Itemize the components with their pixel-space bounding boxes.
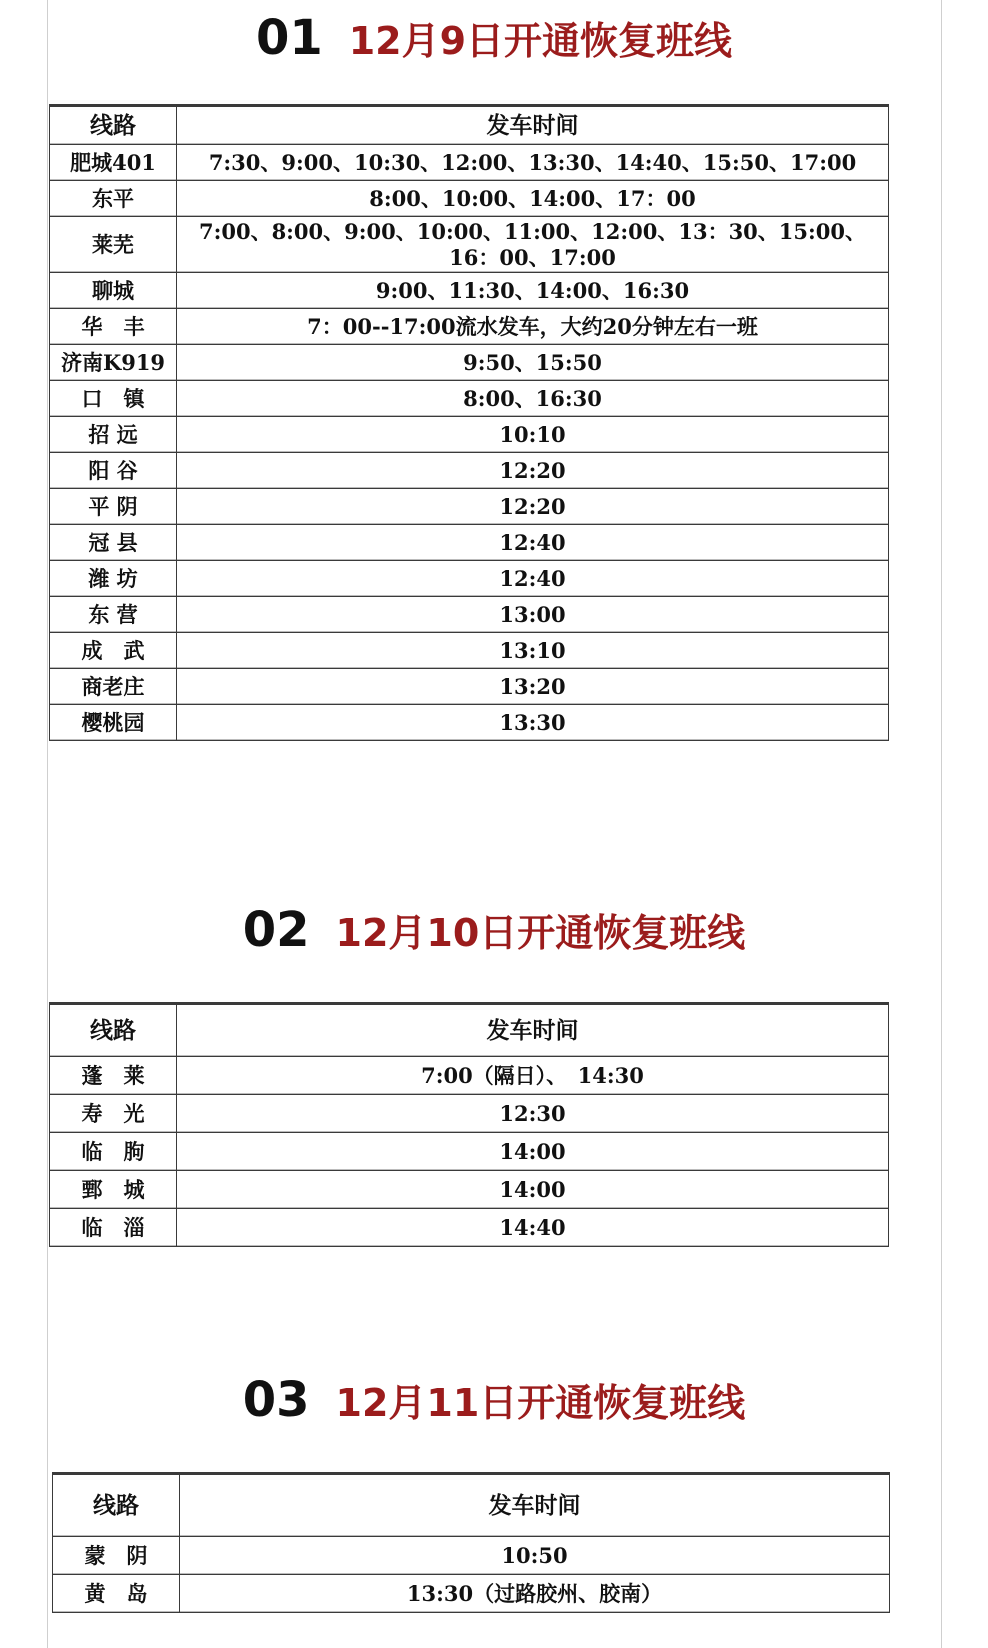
route-cell: 东平 — [50, 181, 177, 217]
section-heading: 12月11日开通恢复班线 — [335, 1381, 746, 1425]
time-cell: 7:00（隔日）、 14:30 — [177, 1057, 889, 1095]
time-cell: 7:30、9:00、10:30、12:00、13:30、14:40、15:50、17:00 — [177, 145, 889, 181]
time-cell: 8:00、16:30 — [177, 381, 889, 417]
header-time: 发车时间 — [177, 107, 889, 145]
route-cell: 口 镇 — [50, 381, 177, 417]
section-number: 01 — [255, 10, 323, 66]
time-cell: 14:00 — [177, 1171, 889, 1209]
time-cell: 12:40 — [177, 525, 889, 561]
table-row — [50, 669, 889, 705]
route-cell: 莱芜 — [50, 217, 177, 273]
section-01-title — [0, 10, 988, 66]
time-cell: 13:20 — [177, 669, 889, 705]
route-cell: 济南K919 — [50, 345, 177, 381]
table-row — [50, 453, 889, 489]
time-cell — [177, 217, 889, 273]
table-header-row — [50, 1005, 889, 1057]
header-route: 线路 — [50, 107, 177, 145]
route-cell: 成 武 — [50, 633, 177, 669]
time-cell: 13:30 — [177, 705, 889, 741]
route-cell: 潍 坊 — [50, 561, 177, 597]
time-cell: 9:00、11:30、14:00、16:30 — [177, 273, 889, 309]
table-row — [50, 633, 889, 669]
route-cell: 蒙 阴 — [53, 1537, 180, 1575]
section-number: 03 — [242, 1372, 310, 1428]
time-cell: 13:00 — [177, 597, 889, 633]
route-cell: 华 丰 — [50, 309, 177, 345]
header-route: 线路 — [53, 1475, 180, 1537]
table-row — [50, 417, 889, 453]
time-cell: 8:00、10:00、14:00、17：00 — [177, 181, 889, 217]
time-cell: 7：00--17:00流水发车，大约20分钟左右一班 — [177, 309, 889, 345]
table-header-row — [53, 1475, 890, 1537]
schedule-table-03 — [52, 1474, 890, 1613]
route-cell: 冠 县 — [50, 525, 177, 561]
time-cell: 12:40 — [177, 561, 889, 597]
route-cell: 黄 岛 — [53, 1575, 180, 1613]
route-cell: 蓬 莱 — [50, 1057, 177, 1095]
table-header-row — [50, 107, 889, 145]
route-cell: 东 营 — [50, 597, 177, 633]
route-cell: 聊城 — [50, 273, 177, 309]
route-cell: 鄄 城 — [50, 1171, 177, 1209]
time-cell: 9:50、15:50 — [177, 345, 889, 381]
table-row — [50, 217, 889, 273]
header-time: 发车时间 — [177, 1005, 889, 1057]
table-row — [50, 345, 889, 381]
time-cell: 12:30 — [177, 1095, 889, 1133]
route-cell: 招 远 — [50, 417, 177, 453]
time-cell: 14:00 — [177, 1133, 889, 1171]
table-row — [50, 381, 889, 417]
table-row — [50, 273, 889, 309]
table-row — [50, 597, 889, 633]
route-cell: 肥城401 — [50, 145, 177, 181]
section-03-title — [0, 1368, 988, 1432]
route-cell: 樱桃园 — [50, 705, 177, 741]
time-cell: 12:20 — [177, 453, 889, 489]
table-row — [53, 1575, 890, 1613]
table-row — [50, 1133, 889, 1171]
table-row — [50, 561, 889, 597]
time-cell: 13:30（过路胶州、胶南） — [180, 1575, 890, 1613]
table-row — [50, 181, 889, 217]
table-row — [50, 1171, 889, 1209]
time-cell: 13:10 — [177, 633, 889, 669]
route-cell: 平 阴 — [50, 489, 177, 525]
table-row — [50, 1057, 889, 1095]
section-number: 02 — [242, 902, 310, 958]
table-row — [50, 1209, 889, 1247]
route-cell: 临 朐 — [50, 1133, 177, 1171]
table-row — [50, 489, 889, 525]
table-row — [50, 145, 889, 181]
time-line-1: 7:00、8:00、9:00、10:00、11:00、12:00、13：30、15:00、 — [198, 218, 866, 244]
schedule-table-02 — [49, 1004, 889, 1247]
header-time: 发车时间 — [180, 1475, 890, 1537]
time-cell: 14:40 — [177, 1209, 889, 1247]
time-cell: 10:50 — [180, 1537, 890, 1575]
time-line-2: 16：00、17:00 — [449, 244, 616, 270]
section-heading: 12月9日开通恢复班线 — [348, 19, 733, 63]
route-cell: 临 淄 — [50, 1209, 177, 1247]
route-cell: 寿 光 — [50, 1095, 177, 1133]
route-cell: 阳 谷 — [50, 453, 177, 489]
time-cell: 12:20 — [177, 489, 889, 525]
table-row — [50, 525, 889, 561]
section-heading: 12月10日开通恢复班线 — [335, 911, 746, 955]
route-cell: 商老庄 — [50, 669, 177, 705]
header-route: 线路 — [50, 1005, 177, 1057]
section-02-title — [0, 898, 988, 962]
time-cell: 10:10 — [177, 417, 889, 453]
table-row — [50, 1095, 889, 1133]
schedule-table-01 — [49, 106, 889, 741]
table-row — [50, 309, 889, 345]
table-row — [50, 705, 889, 741]
table-row — [53, 1537, 890, 1575]
